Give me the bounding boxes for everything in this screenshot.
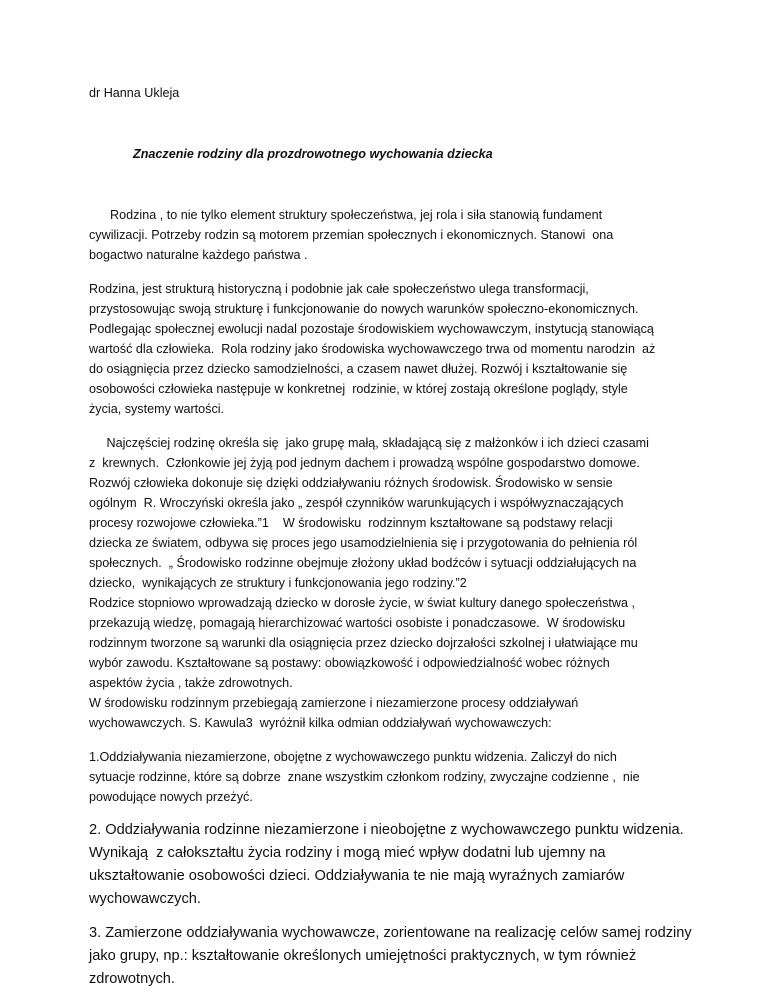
- paragraph-line: wartość dla człowieka. Rola rodziny jako środowiska wychowawczego trwa od momentu narodzin aż: [89, 342, 656, 356]
- paragraph-line: Rodzina, jest strukturą historyczną i podobnie jak całe społeczeństwo ulega transformacji,: [89, 282, 589, 296]
- paragraph-line: powodujące nowych przeżyć.: [89, 790, 253, 804]
- document-title: Znaczenie rodziny dla prozdrowotnego wychowania dziecka: [133, 147, 493, 161]
- author-line: dr Hanna Ukleja: [89, 86, 180, 100]
- paragraph-line: rodzinnym tworzone są warunki dla osiągnięcia przez dziecko dojrzałości szkolnej i ułatwiające mu: [89, 636, 638, 650]
- paragraph-line: Rozwój człowieka dokonuje się dzięki oddziaływaniu różnych środowisk. Środowisko w sensie: [89, 476, 613, 490]
- paragraph-line: Rodzina , to nie tylko element struktury społeczeństwa, jej rola i siła stanowią fundament: [89, 208, 603, 222]
- paragraph-line: z krewnych. Członkowie jej żyją pod jednym dachem i prowadzą wspólne gospodarstwo domowe.: [89, 456, 640, 470]
- paragraph-line: życia, systemy wartości.: [89, 402, 225, 416]
- paragraph-line: dziecka ze światem, odbywa się proces jego usamodzielnienia się i przygotowania do pełnienia ról: [89, 536, 638, 550]
- paragraph-line: dziecko, wynikających ze struktury i funkcjonowania jego rodziny.”2: [89, 576, 467, 590]
- paragraph-line: 2. Oddziaływania rodzinne niezamierzone i nieobojętne z wychowawczego punktu widzenia.: [89, 822, 684, 838]
- paragraph-line: społecznych. „ Środowisko rodzinne obejmuje złożony układ bodźców i sytuacji oddziałujących na: [89, 556, 637, 570]
- paragraph-line: Najczęściej rodzinę określa się jako grupę małą, składającą się z małżonków i ich dzieci czasami: [89, 436, 649, 450]
- paragraph-line: wychowawczych. S. Kawula3 wyróżnił kilka odmian oddziaływań wychowawczych:: [89, 716, 552, 730]
- paragraph-line: wychowawczych.: [89, 891, 201, 907]
- paragraph-line: jako grupy, np.: kształtowanie określonych umiejętności praktycznych, w tym również: [89, 948, 637, 964]
- paragraph-line: Podlegając społecznej ewolucji nadal pozostaje środowiskiem wychowawczym, instytucją stanowiącą: [89, 322, 654, 336]
- paragraph-line: do osiągnięcia przez dziecko samodzielności, a czasem nawet dłużej. Rozwój i kształtowanie się: [89, 362, 628, 376]
- paragraph-line: Wynikają z całokształtu życia rodziny i mogą mieć wpływ dodatni lub ujemny na: [89, 845, 606, 861]
- paragraph-line: osobowości człowieka następuje w konkretnej rodzinie, w której zostają określone poglądy, style: [89, 382, 628, 396]
- paragraph-line: procesy rozwojowe człowieka.”1 W środowisku rodzinnym kształtowane są podstawy relacji: [89, 516, 613, 530]
- paragraph-line: przystosowując swoją strukturę i funkcjonowanie do nowych warunków społeczno-ekonomicznych.: [89, 302, 639, 316]
- paragraph-line: 3. Zamierzone oddziaływania wychowawcze, zorientowane na realizację celów samej rodziny: [89, 925, 692, 941]
- paragraph-line: cywilizacji. Potrzeby rodzin są motorem przemian społecznych i ekonomicznych. Stanowi ona: [89, 228, 614, 242]
- paragraph-line: Rodzice stopniowo wprowadzają dziecko w dorosłe życie, w świat kultury danego społeczeństwa ,: [89, 596, 635, 610]
- paragraph-line: ukształtowanie osobowości dzieci. Oddziaływania te nie mają wyraźnych zamiarów: [89, 868, 625, 884]
- paragraph-line: W środowisku rodzinnym przebiegają zamierzone i niezamierzone procesy oddziaływań: [89, 696, 579, 710]
- paragraph-line: 1.Oddziaływania niezamierzone, obojętne z wychowawczego punktu widzenia. Zaliczył do nich: [89, 750, 617, 764]
- paragraph-line: wybór zawodu. Kształtowane są postawy: obowiązkowość i odpowiedzialność wobec różnych: [89, 656, 610, 670]
- paragraph-line: zdrowotnych.: [89, 971, 175, 987]
- paragraph-line: przekazują wiedzę, pomagają hierarchizować wartości osobiste i ponadczasowe. W środowisku: [89, 616, 626, 630]
- paragraph-line: aspektów życia , także zdrowotnych.: [89, 676, 293, 690]
- paragraph-line: sytuacje rodzinne, które są dobrze znane wszystkim członkom rodziny, zwyczajne codzienne , nie: [89, 770, 640, 784]
- paragraph-line: ogólnym R. Wroczyński określa jako „ zespół czynników warunkujących i współwyznaczających: [89, 496, 624, 510]
- paragraph-line: bogactwo naturalne każdego państwa .: [89, 248, 308, 262]
